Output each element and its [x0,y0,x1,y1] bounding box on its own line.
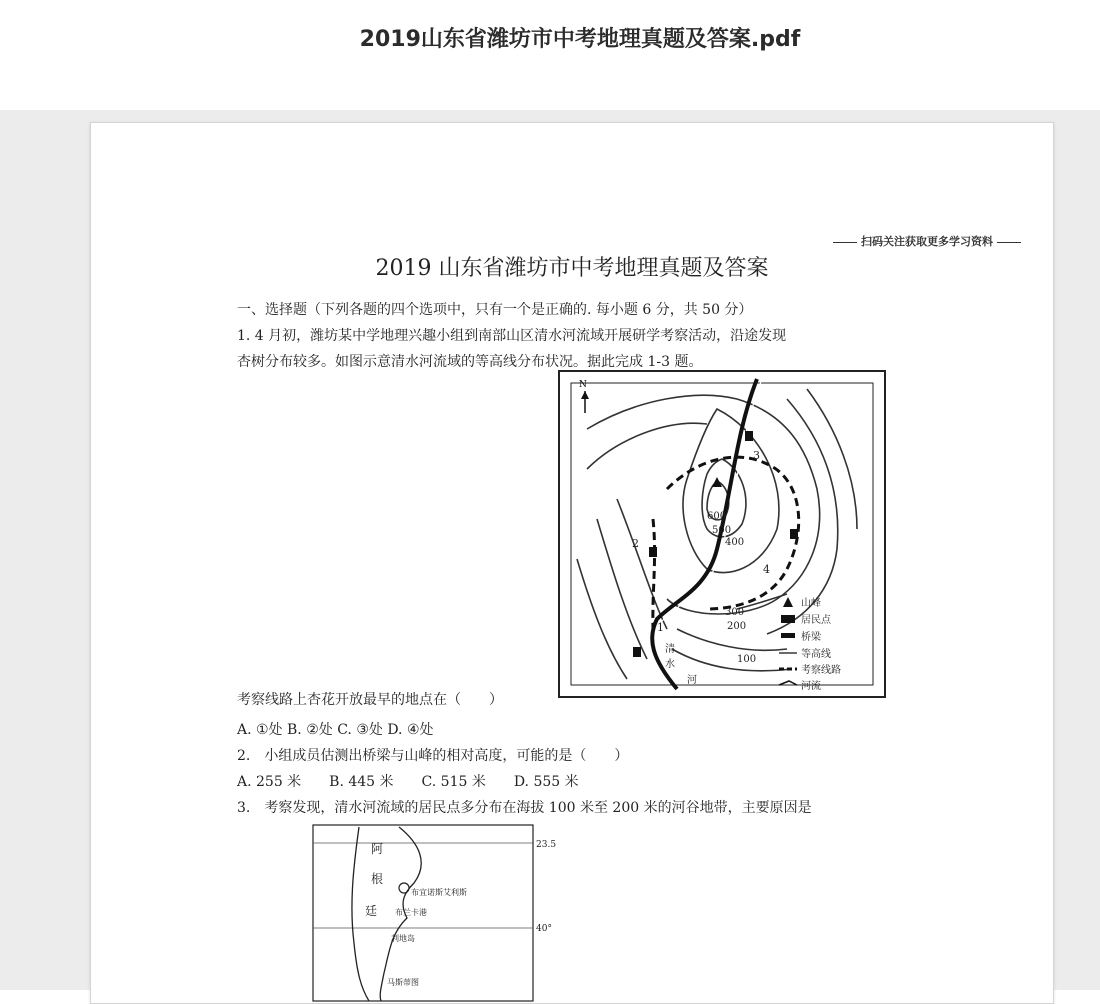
argentina-map [309,823,559,1003]
contour-label: 100 [737,654,757,665]
country-char: 阿 [371,842,384,856]
pdf-page [90,122,1054,1004]
document-title: 2019山东省潍坊市中考地理真题及答案.pdf [359,27,801,52]
city-label: 马斯蒂图 [387,978,419,987]
contour-label: 600 [707,511,727,522]
paper-title: 2019 山东省潍坊市中考地理真题及答案 [375,256,769,281]
point-label: 4 [763,563,770,576]
river-name-char: 河 [687,675,697,686]
latitude-label: 40° [536,924,552,934]
legend-label: 桥梁 [801,632,821,643]
question-3-text: 3. 考察发现，清水河流域的居民点多分布在海拔 100 米至 200 米的河谷地带，主要原因是 [237,800,812,816]
question-1-prompt: 考察线路上杏花开放最早的地点在（ ） [237,692,503,708]
river-name-char: 清 [665,644,675,655]
contour-map [557,369,887,699]
section-heading: 一、选择题（下列各题的四个选项中，只有一个是正确的. 每小题 6 分，共 50 分） [237,302,753,318]
latitude-label: 23.5 [536,840,557,850]
north-label: N [579,380,587,390]
country-char: 廷 [365,904,378,918]
question-1-text: 1. 4 月初，潍坊某中学地理兴趣小组到南部山区清水河流域开展研学考察活动，沿途发现 [237,328,787,344]
point-label: 2 [632,537,639,550]
legend-label: 居民点 [801,615,831,626]
pdf-viewer[interactable] [0,110,1100,990]
legend-label: 河流 [801,681,821,692]
city-label: 布宜诺斯艾利斯 [411,888,467,897]
title-bar [0,0,1100,110]
contour-label: 300 [725,607,745,618]
legend-label: 等高线 [801,649,831,660]
legend-label: 考察线路 [801,665,841,676]
city-label: 布兰卡港 [395,908,427,917]
point-label: 1 [657,621,664,634]
scan-note [829,233,1025,249]
question-1-options: A. ①处 B. ②处 C. ③处 D. ④处 [237,722,434,738]
point-label: 3 [753,449,760,462]
contour-label: 400 [725,537,745,548]
country-char: 根 [371,872,384,886]
river-name-char: 水 [665,659,675,670]
scan-note-text: 扫码关注获取更多学习资料 [861,235,993,248]
contour-label: 500 [712,525,732,536]
contour-label: 200 [727,621,747,632]
question-1-text-cont: 杏树分布较多。如图示意清水河流域的等高线分布状况。据此完成 1-3 题。 [237,354,703,370]
legend-label: 山峰 [801,598,821,609]
question-2-options: A. 255 米 B. 445 米 C. 515 米 D. 555 米 [237,774,579,790]
question-2-text: 2. 小组成员估测出桥梁与山峰的相对高度，可能的是（ ） [237,748,629,764]
city-label: 利地岛 [391,934,415,943]
